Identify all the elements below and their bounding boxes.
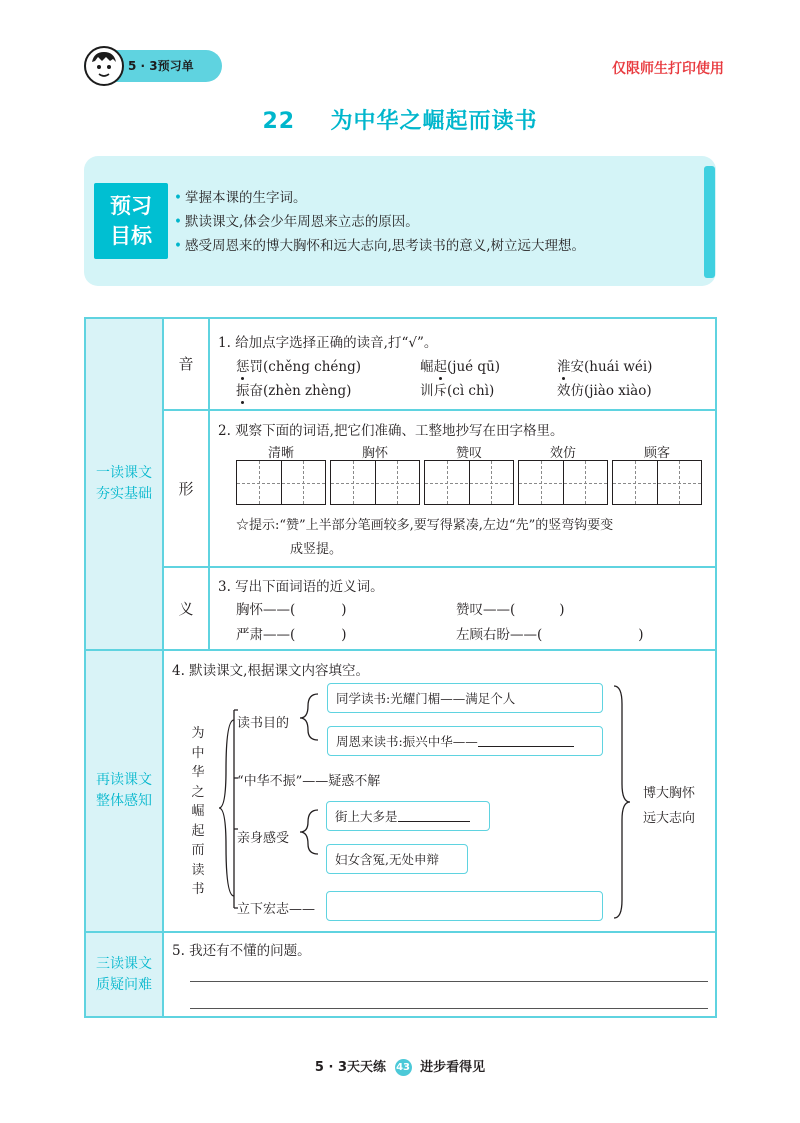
q4-box-woman-text: 妇女含冤,无处申辩 [335, 852, 439, 867]
footer-right: 进步看得见 [420, 1060, 486, 1075]
q3-item[interactable] [236, 598, 347, 618]
q1-marked-char: 振 [236, 383, 250, 399]
table-border [715, 317, 717, 1018]
bullet-icon: • [174, 238, 182, 254]
goals-label-line1: 预习 [110, 194, 152, 218]
section-read1-line1: 一读课文 [96, 465, 152, 481]
q1-item[interactable] [420, 355, 500, 375]
q4-box-classmates [327, 683, 603, 713]
tianzige-grid[interactable] [330, 460, 420, 505]
q4-summary-line1: 博大胸怀 [643, 786, 696, 801]
table-border [84, 1016, 716, 1018]
q1-item-char: 训 [420, 383, 434, 399]
q4-experience-label: 亲身感受 [237, 831, 290, 846]
badge-label: 5 · 3预习单 [128, 59, 194, 73]
q1-item[interactable] [557, 355, 652, 375]
q4-box-zhou-text: 周恩来读书:振兴中华—— [336, 734, 478, 749]
q1-item-text: 罚(chěng chéng) [249, 359, 361, 375]
q4-box-woman [326, 844, 468, 874]
root-char: 华 [191, 765, 205, 780]
sub-label-meaning: 义 [178, 599, 194, 618]
q1-item-text: 仿(jiào xiào) [570, 383, 652, 399]
q2-tip-line1: ☆提示:“赞”上半部分笔画较多,要写得紧凑,左边“先”的竖弯钩要变 [236, 518, 614, 533]
right-bracket [612, 684, 632, 920]
q3-close: ) [559, 602, 565, 618]
q5-prompt: 5. 我还有不懂的问题。 [172, 943, 311, 959]
goal-item [174, 186, 306, 206]
section-read1-line2: 夯实基础 [96, 486, 152, 502]
q3-word: 胸怀——( [236, 602, 296, 618]
section-read3 [85, 932, 163, 1017]
q1-item[interactable] [236, 379, 351, 399]
q1-item[interactable] [557, 379, 652, 399]
q2-tip-line2: 成竖提。 [290, 542, 343, 557]
q3-close: ) [341, 627, 347, 643]
goals-label [94, 183, 168, 259]
root-char: 书 [191, 882, 205, 897]
q3-word: 赞叹——( [456, 602, 516, 618]
goal-text: 掌握本课的生字词。 [184, 190, 307, 206]
q4-box-zhou[interactable] [327, 726, 603, 756]
q1-marked-char: 起 [433, 359, 447, 375]
footer [0, 1056, 800, 1076]
q1-item[interactable] [420, 379, 494, 399]
q4-prompt: 4. 默读课文,根据课文内容填空。 [172, 663, 369, 679]
tianzige-grid[interactable] [612, 460, 702, 505]
grid-word: 顾客 [643, 446, 670, 461]
table-divider [162, 566, 716, 568]
q4-blank-zhou[interactable] [478, 735, 574, 747]
q4-blank-street[interactable] [398, 810, 470, 822]
goal-item [174, 234, 585, 254]
section-read3-line2: 质疑问难 [96, 976, 152, 993]
answer-line[interactable] [190, 1008, 708, 1009]
goal-item [174, 210, 419, 230]
section-read1 [85, 318, 163, 650]
root-char: 崛 [191, 804, 205, 819]
q2-prompt: 2. 观察下面的词语,把它们准确、工整地抄写在田字格里。 [218, 423, 564, 439]
q1-item-text: 奋(zhèn zhèng) [249, 383, 352, 399]
q3-item[interactable] [236, 623, 347, 643]
page-number: 43 [395, 1059, 412, 1076]
bullet-icon: • [174, 190, 182, 206]
q3-item[interactable] [456, 623, 644, 643]
lesson-title-text: 为中华之崛起而读书 [330, 109, 538, 134]
root-char: 读 [191, 862, 205, 878]
q1-marked-char: 淮 [557, 359, 571, 375]
table-divider [84, 649, 716, 651]
q1-item[interactable] [236, 355, 361, 375]
q1-prompt: 1. 给加点字选择正确的读音,打“√”。 [218, 335, 438, 351]
answer-line[interactable] [190, 981, 708, 982]
student-avatar-icon [84, 46, 124, 86]
section-read3-line1: 三读课文 [96, 955, 152, 972]
tianzige-grid[interactable] [424, 460, 514, 505]
grid-word: 效仿 [549, 446, 576, 461]
grid-word: 赞叹 [455, 446, 482, 461]
sub-label-form: 形 [178, 479, 194, 498]
q1-item-text: 安(huái wéi) [570, 359, 653, 375]
q4-root-title [190, 724, 206, 900]
bullet-icon: • [174, 214, 182, 230]
section-read2-line2: 整体感知 [96, 793, 152, 809]
q4-ambition-label: 立下宏志—— [237, 902, 316, 917]
q1-item-char: 效 [557, 383, 571, 399]
root-char: 中 [191, 745, 205, 761]
section-read2-line1: 再读课文 [96, 772, 152, 788]
q3-word: 严肃——( [236, 627, 296, 643]
q4-purpose-label: 读书目的 [237, 716, 290, 731]
print-note: 仅限师生打印使用 [612, 61, 724, 77]
table-divider [162, 409, 716, 411]
goal-text: 默读课文,体会少年周恩来立志的原因。 [184, 214, 419, 230]
q4-summary-line2: 远大志向 [643, 811, 696, 826]
q4-box-classmates-text: 同学读书:光耀门楣——满足个人 [336, 691, 516, 706]
goal-text: 感受周恩来的博大胸怀和远大志向,思考读书的意义,树立远大理想。 [184, 238, 586, 254]
tianzige-grid[interactable] [518, 460, 608, 505]
root-char: 之 [191, 784, 205, 800]
grid-word: 清晰 [267, 446, 294, 461]
q3-close: ) [341, 602, 347, 618]
q1-item-char: 崛 [420, 359, 434, 375]
lesson-number: 22 [262, 109, 296, 134]
q1-marked-char: 惩 [236, 359, 250, 375]
q3-close: ) [638, 627, 644, 643]
q1-item-text: 斥(cì chì) [433, 383, 495, 399]
q4-box-ambition[interactable] [326, 891, 603, 921]
root-char: 为 [191, 726, 205, 741]
lesson-title [0, 104, 800, 135]
q4-box-street-text: 街上大多是 [335, 809, 398, 824]
table-border [84, 317, 86, 1018]
q4-china-problem: “中华不振”——疑惑不解 [237, 774, 381, 789]
root-char: 起 [191, 823, 205, 839]
tianzige-grid[interactable] [236, 460, 326, 505]
goals-accent-bar [704, 166, 715, 278]
q3-item[interactable] [456, 598, 565, 618]
q3-word: 左顾右盼——( [456, 627, 543, 643]
q4-box-street[interactable] [326, 801, 490, 831]
q3-prompt: 3. 写出下面词语的近义词。 [218, 579, 384, 595]
section-read2 [85, 650, 163, 932]
goals-label-line2: 目标 [110, 224, 152, 248]
sub-label-sound: 音 [178, 355, 194, 373]
grid-word: 胸怀 [361, 446, 388, 461]
q1-item-text: (jué qū) [447, 359, 501, 375]
root-char: 而 [191, 843, 205, 858]
footer-left: 5 · 3天天练 [314, 1060, 386, 1075]
table-divider [84, 931, 716, 933]
